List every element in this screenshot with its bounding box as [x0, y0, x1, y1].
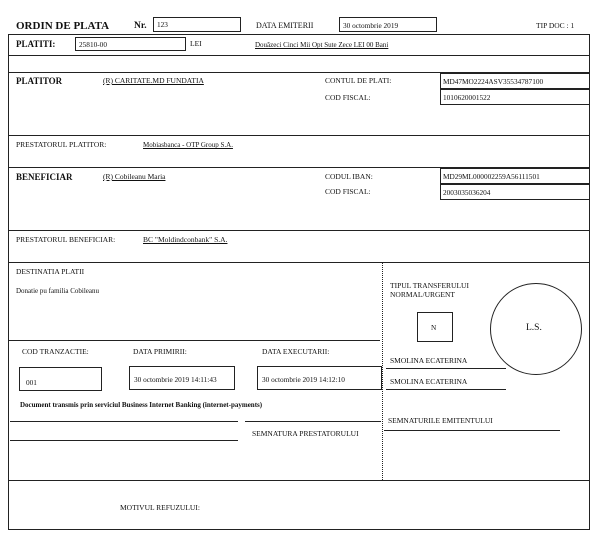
platiti-label: PLATITI:: [16, 39, 56, 49]
data-executarii-label: DATA EXECUTARII:: [262, 347, 330, 356]
data-primirii-value: 30 octombrie 2019 14:11:43: [134, 375, 217, 384]
platitor-fiscal-value: 1010620001522: [443, 93, 491, 102]
signer-name-1: SMOLINA ECATERINA: [390, 356, 468, 365]
nr-label: Nr.: [134, 21, 147, 31]
amount-field: [75, 37, 186, 51]
beneficiar-fiscal-label: COD FISCAL:: [325, 187, 371, 196]
platitor-label: PLATITOR: [16, 76, 63, 86]
tip-doc: TIP DOC : 1: [536, 21, 575, 30]
prestator-beneficiar-label: PRESTATORUL BENEFICIAR:: [16, 235, 116, 244]
date-emitted-value: 30 octombrie 2019: [343, 21, 399, 30]
data-primirii-label: DATA PRIMIRII:: [133, 347, 187, 356]
beneficiar-label: BENEFICIAR: [16, 172, 73, 182]
iban-label: CODUL IBAN:: [325, 172, 373, 181]
nr-value: 123: [157, 20, 168, 29]
document-title: ORDIN DE PLATA: [16, 20, 110, 32]
transfer-type-field: [417, 312, 453, 342]
destinatia-value: Donatie pu familia Cobileanu: [16, 287, 100, 295]
date-emitted-field: [339, 17, 437, 32]
account-value: MD47MO2224ASV35534787100: [443, 77, 544, 86]
beneficiar-name: (R) Cobileanu Maria: [103, 172, 166, 181]
cod-tranzactie-label: COD TRANZACTIE:: [22, 347, 89, 356]
platitor-fiscal-label: COD FISCAL:: [325, 93, 371, 102]
platitor-fiscal-field: [440, 89, 590, 105]
prestator-beneficiar-value: BC "Moldindconbank" S.A.: [143, 235, 228, 244]
cod-tranzactie-field: [19, 367, 102, 391]
currency-label: LEI: [190, 39, 202, 48]
prestator-platitor-label: PRESTATORUL PLATITOR:: [16, 140, 107, 149]
account-label: CONTUL DE PLATI:: [325, 76, 392, 85]
data-executarii-value: 30 octombrie 2019 14:12:10: [262, 375, 345, 384]
amount-value: 25810-00: [79, 40, 107, 49]
date-emitted-label: DATA EMITERII: [256, 21, 314, 30]
iban-value: MD29ML000002259A56111501: [443, 172, 540, 181]
stamp-text: L.S.: [526, 323, 542, 333]
data-executarii-field: [257, 366, 382, 390]
form-frame: [8, 34, 590, 530]
destinatia-label: DESTINATIA PLATII: [16, 267, 85, 276]
account-field: [440, 73, 590, 89]
transmitted-note: Document transmis prin serviciul Business Internet Banking (internet-payments): [20, 401, 263, 409]
amount-in-words: Douăzeci Cinci Mii Opt Sute Zece LEI 00 Bani: [255, 41, 389, 49]
data-primirii-field: [129, 366, 235, 390]
platitor-name: (R) CARITATE.MD FUNDATIA: [103, 76, 204, 85]
prestator-platitor-value: Mobiasbanca - OTP Group S.A.: [143, 141, 233, 149]
beneficiar-fiscal-value: 2003035036204: [443, 188, 491, 197]
signer-name-2: SMOLINA ECATERINA: [390, 377, 468, 386]
iban-field: [440, 168, 590, 184]
semnaturile-emitentului: SEMNATURILE EMITENTULUI: [388, 416, 493, 425]
transfer-type-value: N: [431, 323, 437, 332]
cod-tranzactie-value: 001: [26, 378, 37, 387]
semnatura-prestatorului: SEMNATURA PRESTATORULUI: [252, 429, 359, 438]
transfer-type-label-2: NORMAL/URGENT: [390, 290, 455, 299]
nr-field: [153, 17, 241, 32]
motivul-refuzului-label: MOTIVUL REFUZULUI:: [120, 503, 200, 512]
transfer-type-label-1: TIPUL TRANSFERULUI: [390, 281, 469, 290]
beneficiar-fiscal-field: [440, 184, 590, 200]
